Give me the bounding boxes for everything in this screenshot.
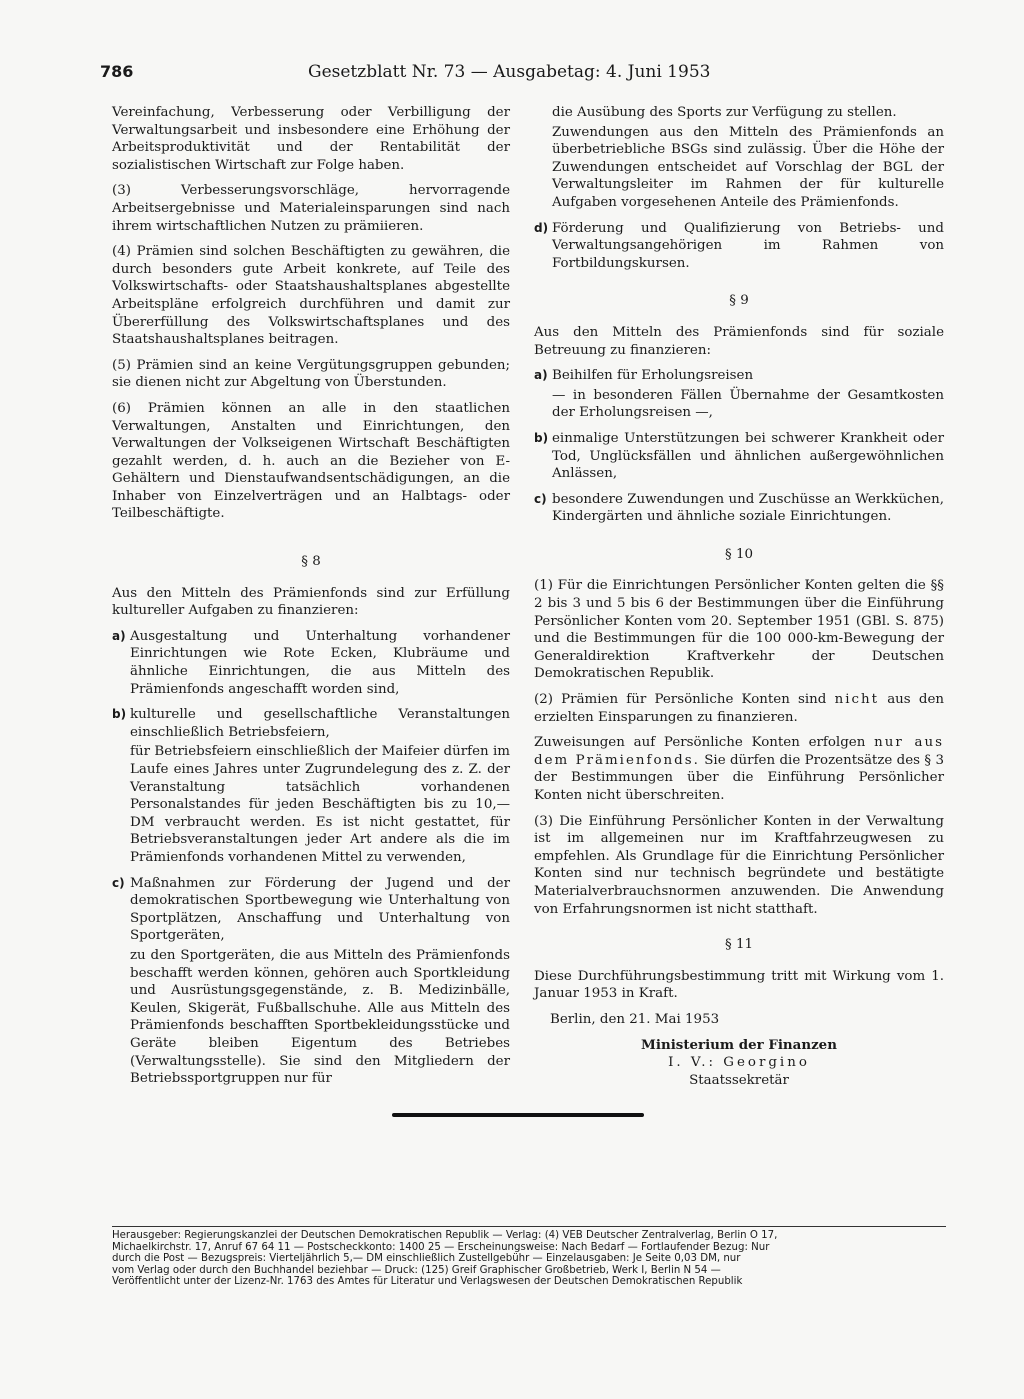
- text-run: Sie dürfen die Prozentsätze des § 3 der Bestimmungen über die Einführung Persönlicher Konten nicht überschreiten.: [534, 752, 945, 803]
- section-9-item-b: [534, 430, 944, 485]
- section-10-paragraph-1: (1) Für die Einrichtungen Persönlicher Konten gelten die §§ 2 bis 3 und 5 bis 6 der Bestimmungen über die Einführung Persönlicher Konten vom 20. September 1951 (GBl. S. 875) und die Bestimmungen für die 100 000-km-Bewegung der Generaldirektion Kraftverkehr der Deutschen Demokratischen Republik.: [534, 578, 944, 682]
- section-8-item-b: [112, 706, 510, 868]
- paragraph-3: (3) Verbesserungsvorschläge, hervorragende Arbeitsergebnisse und Materialeinsparungen sind nach ihrem wirtschaftlichen Nutzen zu prämiieren.: [112, 183, 510, 234]
- section-10-paragraph-3: (3) Die Einführung Persönlicher Konten in der Verwaltung ist im allgemeinen nur im Kraftfahrzeugwesen zu empfehlen. Als Grundlage für die Einrichtung Persönlicher Konten sind nur technisch begründete und bestätigte Materialverbrauchsnormen anzuwenden. Die Anwendung von Erfahrungsnormen ist nicht statthaft.: [534, 813, 944, 917]
- section-8-intro: Aus den Mitteln des Prämienfonds sind zur Erfüllung kultureller Aufgaben zu finanzieren:: [112, 585, 510, 619]
- section-8-item-c-continued: [534, 104, 944, 214]
- item-text-continued: Zuwendungen aus den Mitteln des Prämienfonds an überbetriebliche BSGs sind zulässig. Über die Höhe der Zuwendungen entscheidet auf Vorschlag der BGL der Verwaltungsleiter im Rahmen der für kulturelle Aufgaben vorgesehenen Anteile des Prämienfonds.: [552, 124, 944, 210]
- section-9-intro: Aus den Mitteln des Prämienfonds sind für soziale Betreuung zu finanzieren:: [534, 324, 944, 358]
- text-run: (2) Prämien für Persönliche Konten sind: [534, 692, 827, 708]
- item-letter: d): [534, 220, 549, 235]
- signatory-title: Staatssekretär: [689, 1072, 789, 1088]
- item-text: Beihilfen für Erholungsreisen: [552, 368, 754, 384]
- header-title: Gesetzblatt Nr. 73 — Ausgabetag: 4. Juni 1953: [308, 62, 711, 82]
- signature-block: [534, 1037, 944, 1090]
- imprint: [112, 1226, 946, 1288]
- imprint-line: Herausgeber: Regierungskanzlei der Deutschen Demokratischen Republik — Verlag: (4) VEB Deutscher Zentralverlag, Berlin O 17,: [112, 1230, 778, 1241]
- paragraph-intro: Vereinfachung, Verbesserung oder Verbilligung der Verwaltungsarbeit und insbesondere eine Erhöhung der Arbeitsproduktivität und der Rentabilität der sozialistischen Wirtschaft zur Folge haben.: [112, 105, 510, 173]
- section-9-item-a: [534, 367, 944, 424]
- item-text: kulturelle und gesellschaftliche Veranstaltungen einschließlich Betriebsfeiern,: [130, 707, 510, 740]
- paragraph-5: (5) Prämien sind an keine Vergütungsgruppen gebunden; sie dienen nicht zur Abgeltung von Überstunden.: [112, 357, 510, 391]
- section-10-paragraph-2: [534, 691, 944, 726]
- section-10-heading: § 10: [725, 546, 753, 562]
- item-text-continued: zu den Sportgeräten, die aus Mitteln des Prämienfonds beschafft werden können, gehören auch Sportkleidung und Ausrüstungsgegenstände, z. B. Medizinbälle, Keulen, Skigerät, Fußballschuhe. Alle aus Mitteln des Prämienfonds beschafften Sportbekleidungsstücke und Geräte bleiben Eigentum des Betriebes (Verwaltungsstelle). Sie sind den Mitgliedern der Betriebssportgruppen nur für: [130, 947, 510, 1087]
- section-9-heading: § 9: [729, 293, 749, 309]
- item-text: einmalige Unterstützungen bei schwerer Krankheit oder Tod, Unglücksfällen und ähnlichen außergewöhnlichen Anlässen,: [552, 430, 944, 482]
- text-run: Zuweisungen auf Persönliche Konten erfolgen: [534, 735, 866, 751]
- emphasis-text: nicht: [834, 692, 879, 708]
- paragraph-6: (6) Prämien können an alle in den staatlichen Verwaltungen, Anstalten und Einrichtungen, den Verwaltungen der Volkseigenen Wirtschaft Beschäftigten gezahlt werden, d. h. auch an die Bezieher von E-Gehältern und Dienstaufwandsentschädigungen, an die Inhaber von Einzelverträgen und an Halbtags- oder Teilbeschäftigte.: [112, 400, 510, 522]
- paragraph-4: (4) Prämien sind solchen Beschäftigten zu gewähren, die durch besonders gute Arbeit konkrete, auf Teile des Volkswirtschafts- oder Staatshaushaltsplanes abgestellte Arbeitspläne erfolgreich durchführen und damit zur Übererfüllung des Volkswirtschaftsplanes und des Staatshaushaltsplanes beitragen.: [112, 244, 510, 348]
- item-text: Förderung und Qualifizierung von Betriebs- und Verwaltungsangehörigen im Rahmen von Fortbildungskursen.: [552, 220, 944, 271]
- section-11-text: Diese Durchführungsbestimmung tritt mit Wirkung vom 1. Januar 1953 in Kraft.: [534, 968, 944, 1002]
- item-text: die Ausübung des Sports zur Verfügung zu stellen.: [552, 105, 897, 120]
- section-9-item-c: [534, 491, 944, 528]
- emphasis-text: nur aus dem Prämienfonds.: [534, 735, 944, 768]
- section-8-item-d: [534, 220, 944, 275]
- section-8-item-a: [112, 628, 510, 700]
- item-text: Maßnahmen zur Förderung der Jugend und der demokratischen Sportbewegung wie Unterhaltung von Sportplätzen, Anschaffung und Unterhaltung von Sportgeräten,: [130, 875, 510, 944]
- item-text: Ausgestaltung und Unterhaltung vorhandener Einrichtungen wie Rote Ecken, Klubräume und ähnliche Einrichtungen, die aus Mitteln des Prämienfonds angeschafft worden sind,: [130, 628, 510, 697]
- item-text: besondere Zuwendungen und Zuschüsse an Werkküchen, Kindergärten und ähnliche soziale Einrichtungen.: [552, 491, 944, 525]
- item-text-continued: — in besonderen Fällen Übernahme der Gesamtkosten der Erholungsreisen —,: [552, 387, 944, 421]
- imprint-line: Michaelkirchstr. 17, Anruf 67 64 11 — Postscheckkonto: 1400 25 — Erscheinungsweise: Nach Bedarf — Fortlaufender Bezug: Nur: [112, 1241, 770, 1253]
- page-header: [100, 62, 940, 90]
- ministry-name: Ministerium der Finanzen: [641, 1036, 837, 1053]
- item-text-continued: für Betriebsfeiern einschließlich der Maifeier dürfen im Laufe eines Jahres unter Zugrundelegung des z. Z. der Veranstaltung tatsächlich vorhandenen Personalstandes für jeden Beschäftigten bis zu 10,— DM verbraucht werden. Es ist nicht gestattet, für Betriebsveranstaltungen jeder Art andere als die im Prämienfonds vorhandenen Mittel zu verwenden,: [130, 744, 510, 865]
- left-column: [112, 104, 510, 1096]
- section-11-heading: § 11: [725, 937, 753, 953]
- closing-rule: [392, 1113, 644, 1117]
- item-letter: c): [112, 875, 125, 890]
- imprint-line: durch die Post — Bezugspreis: Vierteljährlich 5,— DM einschließlich Zustellgebühr — Einzelausgaben: Je Seite 0,03 DM, nur: [112, 1253, 741, 1264]
- section-8-heading: § 8: [301, 554, 321, 570]
- section-8-item-c: [112, 875, 510, 1090]
- right-column: [534, 104, 944, 1089]
- item-letter: b): [112, 707, 127, 722]
- item-letter: a): [112, 628, 126, 643]
- item-letter: c): [534, 491, 547, 506]
- page-number: 786: [100, 62, 134, 81]
- section-10-paragraph-2-continued: [534, 734, 944, 804]
- text-run: aus den erzielten Einsparungen zu finanzieren.: [534, 692, 944, 725]
- signatory-name: I. V.: Georgino: [668, 1055, 810, 1071]
- imprint-line: Veröffentlicht unter der Lizenz-Nr. 1763 des Amtes für Literatur und Verlagswesen der Deutschen Demokratischen Republik: [112, 1276, 743, 1287]
- imprint-line: vom Verlag oder durch den Buchhandel beziehbar — Druck: (125) Greif Graphischer Großbetrieb, Werk I, Berlin N 54 —: [112, 1264, 721, 1276]
- item-letter: b): [534, 430, 549, 445]
- item-letter: a): [534, 368, 548, 383]
- place-date: Berlin, den 21. Mai 1953: [550, 1011, 720, 1027]
